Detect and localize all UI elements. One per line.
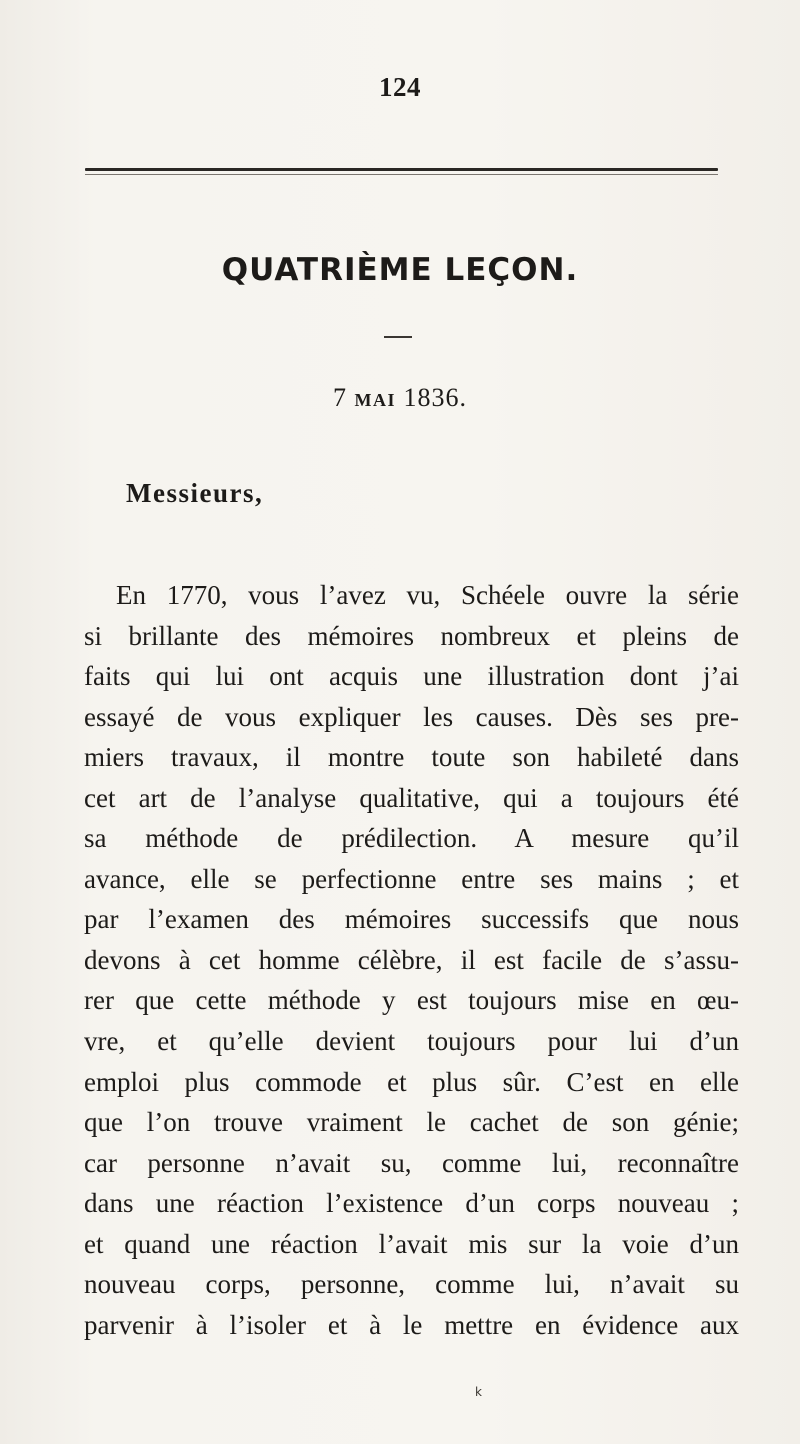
date-year: 1836. [403, 383, 467, 412]
text-line: avance, elle se perfectionne entre ses mains ; et [84, 863, 739, 894]
header-rule-fine [85, 174, 718, 175]
page-number: 124 [379, 72, 421, 102]
header-rule [85, 168, 718, 171]
date-day: 7 [333, 383, 347, 412]
text-line: rer que cette méthode y est toujours mise en œu- [84, 985, 739, 1016]
text-line: sa méthode de prédilection. A mesure qu’il [84, 823, 739, 854]
separator-dash [384, 336, 412, 338]
text-line: emploi plus commode et plus sûr. C’est en elle [84, 1066, 739, 1097]
text-line: miers travaux, il montre toute son habileté dans [84, 742, 739, 773]
text-line: En 1770, vous l’avez vu, Schéele ouvre la série [116, 580, 739, 610]
footer-mark: k [475, 1385, 482, 1399]
text-line: nouveau corps, personne, comme lui, n’avait su [84, 1269, 739, 1300]
body-paragraph [84, 575, 739, 1345]
salutation: Messieurs, [126, 478, 264, 508]
text-line: car personne n’avait su, comme lui, reconnaître [84, 1147, 739, 1178]
text-line: parvenir à l’isoler et à le mettre en évidence aux [84, 1309, 739, 1340]
date-month: MAI [354, 390, 396, 410]
text-line: par l’examen des mémoires successifs que nous [84, 904, 739, 935]
lesson-date [0, 383, 800, 413]
text-line: si brillante des mémoires nombreux et pleins de [84, 620, 739, 651]
lesson-heading: QUATRIÈME LEÇON. [221, 252, 579, 288]
text-line: faits qui lui ont acquis une illustration dont j’ai [84, 661, 739, 692]
text-line: essayé de vous expliquer les causes. Dès ses pre- [84, 701, 739, 732]
text-line: devons à cet homme célèbre, il est facile de s’assu- [84, 944, 739, 975]
text-line: vre, et qu’elle devient toujours pour lui d’un [84, 1026, 739, 1057]
text-line: et quand une réaction l’avait mis sur la voie d’un [84, 1228, 739, 1259]
text-line: que l’on trouve vraiment le cachet de son génie; [84, 1107, 739, 1138]
text-line: dans une réaction l’existence d’un corps nouveau ; [84, 1188, 739, 1219]
text-line: cet art de l’analyse qualitative, qui a toujours été [84, 782, 739, 813]
